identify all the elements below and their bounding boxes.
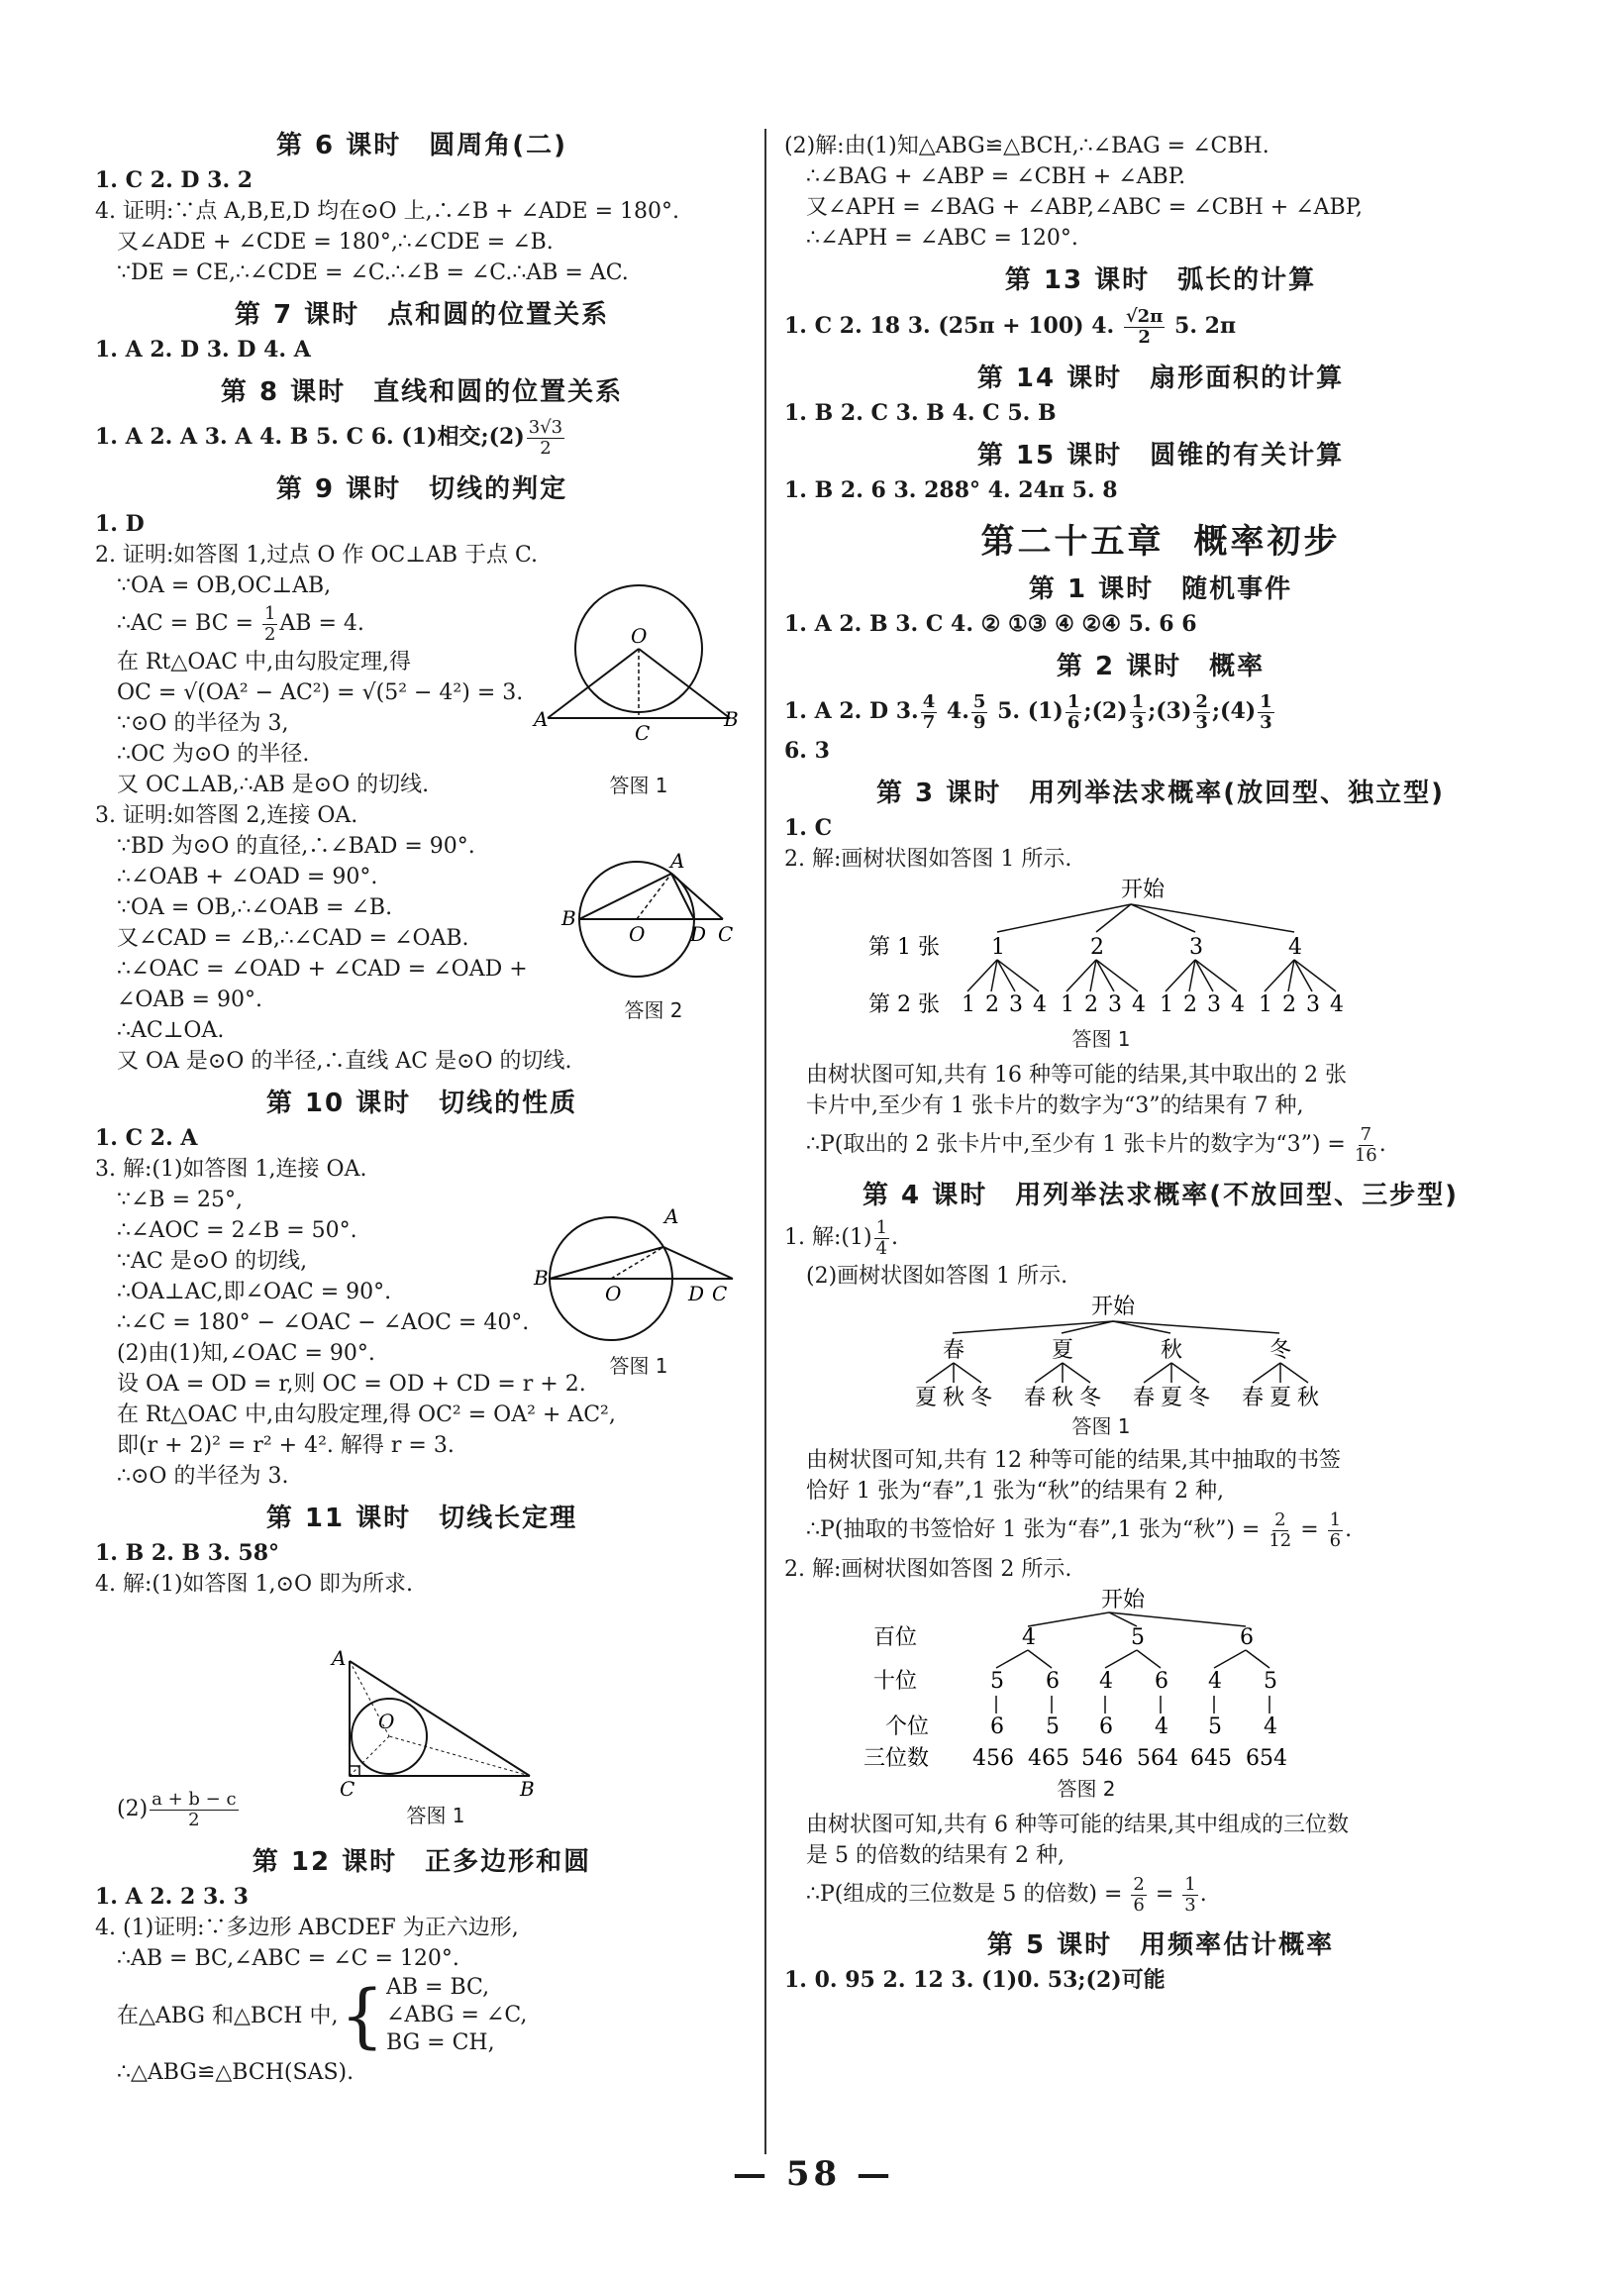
tree-branch <box>1028 1612 1109 1626</box>
answer-line: 1. C 2. A <box>95 1125 198 1151</box>
answer-line: 6. 3 <box>784 738 830 764</box>
answer-line: ∴P(取出的 2 张卡片中,至少有 1 张卡片的数字为“3”) = $\frac{7}{16}$ . <box>806 1123 1386 1166</box>
answer-line: 1. B 2. B 3. 58° <box>95 1540 280 1566</box>
answer-line: ∴OC 为⊙O 的半径. <box>117 742 310 767</box>
tree-branch <box>1096 960 1114 991</box>
figure-lesson11-1: A O C B 答图 1 <box>332 1646 535 1827</box>
fraction: $\frac{1}{2}$ <box>263 602 276 645</box>
answer-line: ∴∠C = 180° − ∠OAC − ∠AOC = 40°. <box>117 1310 530 1335</box>
tree-branch <box>1144 1363 1171 1383</box>
tree-node: 6 <box>1240 1625 1254 1650</box>
answer-line: 卡片中,至少有 1 张卡片的数字为“3”的结果有 7 种, <box>806 1093 1304 1118</box>
answer-line: 又∠ADE + ∠CDE = 180°,∴∠CDE = ∠B. <box>117 230 554 255</box>
answer-line: 又 OC⊥AB,∴AB 是⊙O 的切线. <box>117 773 430 797</box>
answer-line: ∴⊙O 的半径为 3. <box>117 1464 289 1489</box>
fraction: $\frac{3√3}{2}$ <box>528 416 563 459</box>
tree-node: 秋 <box>1297 1386 1320 1410</box>
svg-text:C: C <box>718 922 734 946</box>
section-title-c1: 第 1 课时 随机事件 <box>1028 574 1293 604</box>
brace: { <box>340 1975 384 2056</box>
answer-line: 1. A 2. A 3. A 4. B 5. C 6. (1)相交;(2) $\frac{3√3}{2}$ <box>95 416 563 459</box>
tree-node: 4 <box>1231 992 1245 1017</box>
svg-text:B: B <box>724 707 739 731</box>
answer-line: ∴AB = BC,∠ABC = ∠C = 120°. <box>117 1946 459 1971</box>
answer-line: (2)由(1)知,∠OAC = 90°. <box>117 1341 375 1366</box>
tree-node: 夏 <box>1052 1338 1074 1363</box>
tree-node: 冬 <box>1079 1386 1102 1410</box>
tree-node: 4 <box>1330 992 1344 1017</box>
answer-line: ∴△ABG≌△BCH(SAS). <box>117 2060 355 2085</box>
figure-lesson9-2: A B O D C 答图 2 <box>561 849 734 1022</box>
tree-branch <box>1253 1363 1280 1383</box>
answer-line: ∴AC = BC = $\frac{1}{2}$ AB = 4. <box>117 602 364 645</box>
tree-branch <box>1171 1363 1199 1383</box>
figure-lesson10-1: A B O D C 答图 1 <box>530 1203 748 1379</box>
answer-line: OC = √(OA² − AC²) = √(5² − 4²) = 3. <box>117 680 524 705</box>
svg-text:百位: 百位 <box>873 1625 918 1650</box>
tree-node: 冬 <box>970 1386 993 1410</box>
tree-branch <box>1214 1650 1246 1668</box>
fraction: $\frac{4}{7}$ <box>922 690 936 733</box>
section-title-lesson-13: 第 13 课时 弧长的计算 <box>1004 265 1317 295</box>
svg-text:十位: 十位 <box>873 1669 918 1694</box>
tree-node: 1 <box>1160 992 1173 1017</box>
fraction: $\frac{1}{4}$ <box>875 1216 888 1259</box>
tree-node: 4 <box>1155 1714 1168 1739</box>
figure-lesson9-1: O A C B 答图 1 <box>540 579 738 798</box>
tree-node: 4 <box>1208 1669 1222 1694</box>
answer-line: 1. B 2. 6 3. 288° 4. 24π 5. 8 <box>784 477 1118 503</box>
tree-diagram-c4-2 <box>784 1585 1537 1773</box>
tree-node: 456 <box>972 1746 1014 1771</box>
answer-line: ∴P(抽取的书签恰好 1 张为“春”,1 张为“秋”) = $\frac{2}{12}$ = $\frac{1}{6}$ . <box>806 1508 1353 1551</box>
answer-line: ∴OA⊥AC,即∠OAC = 90°. <box>117 1280 392 1304</box>
answer-line: 1. A 2. D 3. $\frac{4}{7}$ 4. $\frac{5}{9}$ 5. (1) $\frac{1}{6}$ ;(2) $\frac{1}{3}$ ;(3) $\frac{2}{3}$ ;(4) $\frac{1}{3}$ <box>784 690 1272 733</box>
svg-text:A: A <box>664 1204 679 1228</box>
tree-branch <box>1028 1650 1052 1668</box>
tree-branch <box>926 1363 954 1383</box>
answer-line: 1. B 2. C 3. B 4. C 5. B <box>784 400 1057 426</box>
answer-line: 是 5 的倍数的结果有 2 种, <box>806 1843 1065 1868</box>
answer-line: ∵⊙O 的半径为 3, <box>117 711 289 736</box>
tree-branch <box>1063 1363 1090 1383</box>
answer-line: 在△ABG 和△BCH 中, { AB = BC, ∠ABG = ∠C, BG = CH, <box>117 1975 528 2056</box>
tree-branch <box>1035 1363 1063 1383</box>
figure-caption: 答图 2 <box>1057 1777 1116 1801</box>
answer-line: 即(r + 2)² = r² + 4². 解得 r = 3. <box>117 1433 455 1458</box>
fraction: $\frac{1}{3}$ <box>1260 690 1272 733</box>
tree-node: 4 <box>1099 1669 1113 1694</box>
tree-node: 3 <box>1108 992 1122 1017</box>
tree-node: 冬 <box>1188 1386 1211 1410</box>
tree-node: 夏 <box>1269 1386 1292 1410</box>
section-title-c3: 第 3 课时 用列举法求概率(放回型、独立型) <box>876 779 1445 808</box>
svg-text:O: O <box>631 624 648 648</box>
answer-line: (2)画树状图如答图 1 所示. <box>806 1264 1068 1289</box>
svg-text:三位数: 三位数 <box>863 1746 930 1771</box>
answer-line: 在 Rt△OAC 中,由勾股定理,得 <box>117 650 412 675</box>
tree-node: 2 <box>1084 992 1098 1017</box>
answer-line: 恰好 1 张为“春”,1 张为“秋”的结果有 2 种, <box>806 1479 1224 1504</box>
answer-line: ∴∠APH = ∠ABC = 120°. <box>806 226 1078 251</box>
tree-branch <box>1294 960 1336 991</box>
tree-node: 秋 <box>943 1386 965 1410</box>
tree-branch <box>1280 1363 1308 1383</box>
answer-line: 2. 证明:如答图 1,过点 O 作 OC⊥AB 于点 C. <box>95 543 539 568</box>
column-divider <box>764 129 766 2154</box>
tree-node: 4 <box>1264 1714 1277 1739</box>
answer-line: ∵AC 是⊙O 的切线, <box>117 1249 308 1274</box>
chapter-title: 第二十五章 概率初步 <box>980 522 1341 562</box>
tree-node: 4 <box>1132 992 1146 1017</box>
fraction: $\frac{1}{6}$ <box>1066 690 1080 733</box>
tree-diagram-c3 <box>784 875 1537 1023</box>
fraction: $\frac{2}{3}$ <box>1195 690 1208 733</box>
tree-node: 645 <box>1190 1746 1232 1771</box>
svg-text:C: C <box>712 1282 728 1305</box>
answer-line: 由树状图可知,共有 6 种等可能的结果,其中组成的三位数 <box>806 1813 1349 1837</box>
answer-line: 1. C 2. 18 3. (25π + 100) 4. $\frac{√2\pi}{2}$ 5. 2π <box>784 305 1237 348</box>
tree-branch <box>1294 960 1312 991</box>
svg-text:O: O <box>605 1282 622 1305</box>
answer-line: ∵OA = OB,∴∠OAB = ∠B. <box>117 895 393 920</box>
svg-text:第 2 张: 第 2 张 <box>868 992 940 1017</box>
answer-line: 设 OA = OD = r,则 OC = OD + CD = r + 2. <box>117 1372 586 1397</box>
tree-node: 冬 <box>1269 1338 1292 1363</box>
tree-branch <box>1195 960 1213 991</box>
answer-line: ∴∠OAC = ∠OAD + ∠CAD = ∠OAD + <box>117 957 528 982</box>
svg-text:个位: 个位 <box>885 1714 930 1739</box>
figure-caption: 答图 1 <box>1071 1027 1131 1051</box>
section-title-lesson-10: 第 10 课时 切线的性质 <box>265 1089 578 1118</box>
section-title-lesson-9: 第 9 课时 切线的判定 <box>275 474 568 504</box>
tree-node: 2 <box>985 992 999 1017</box>
tree-node: 1 <box>1259 992 1272 1017</box>
tree-node: 1 <box>1061 992 1074 1017</box>
svg-text:B: B <box>520 1777 535 1801</box>
tree-node: 1 <box>991 935 1005 960</box>
section-title-lesson-6: 第 6 课时 圆周角(二) <box>276 131 567 160</box>
fraction: $\frac{1}{6}$ <box>1329 1508 1342 1551</box>
tree-node: 4 <box>1022 1625 1036 1650</box>
tree-node: 5 <box>990 1669 1004 1694</box>
tree-node: 夏 <box>1161 1386 1183 1410</box>
tree-node: 4 <box>1033 992 1047 1017</box>
svg-text:B: B <box>534 1266 549 1290</box>
tree-diagram-c4-1 <box>784 1292 1537 1410</box>
fraction: $\frac{1}{3}$ <box>1184 1873 1196 1916</box>
tree-branch <box>1105 1650 1137 1668</box>
tree-branch <box>997 904 1131 932</box>
tree-node: 2 <box>1183 992 1197 1017</box>
answer-line: 又∠APH = ∠BAG + ∠ABP,∠ABC = ∠CBH + ∠ABP, <box>806 195 1364 220</box>
right-column <box>784 131 1537 1996</box>
tree-branch <box>1195 960 1237 991</box>
answer-line: ∵∠B = 25°, <box>117 1188 244 1212</box>
tree-node: 564 <box>1137 1746 1178 1771</box>
tree-node: 5 <box>1131 1625 1145 1650</box>
section-title-c5: 第 5 课时 用频率估计概率 <box>986 1930 1335 1960</box>
answer-line: ∴P(组成的三位数是 5 的倍数) = $\frac{2}{6}$ = $\frac{1}{3}$ . <box>806 1873 1207 1916</box>
fraction: $\frac{a + b - c}{2}$ <box>152 1788 237 1830</box>
section-title-lesson-8: 第 8 课时 直线和圆的位置关系 <box>220 377 624 407</box>
fraction: $\frac{5}{9}$ <box>972 690 986 733</box>
tree-node: 654 <box>1246 1746 1287 1771</box>
section-title-lesson-14: 第 14 课时 扇形面积的计算 <box>976 364 1345 393</box>
page-number: — 58 — <box>733 2154 894 2194</box>
section-title-lesson-11: 第 11 课时 切线长定理 <box>265 1504 578 1533</box>
answer-line: 4. 解:(1)如答图 1,⊙O 即为所求. <box>95 1572 413 1597</box>
tree-branch <box>997 960 1039 991</box>
tree-node: 6 <box>1046 1669 1060 1694</box>
tree-node: 2 <box>1282 992 1296 1017</box>
answer-line: 由树状图可知,共有 12 种等可能的结果,其中抽取的书签 <box>806 1448 1341 1473</box>
section-title-c2: 第 2 课时 概率 <box>1056 652 1266 681</box>
svg-text:C: C <box>340 1777 355 1801</box>
fraction: $\frac{√2\pi}{2}$ <box>1125 305 1164 348</box>
section-title-lesson-12: 第 12 课时 正多边形和圆 <box>252 1847 592 1877</box>
section-title-lesson-7: 第 7 课时 点和圆的位置关系 <box>234 300 610 330</box>
answer-line: ∠OAB = 90°. <box>117 987 262 1012</box>
fraction: $\frac{2}{6}$ <box>1133 1873 1145 1916</box>
answer-line: 1. C 2. D 3. 2 <box>95 167 254 193</box>
answer-line: 又 OA 是⊙O 的半径,∴直线 AC 是⊙O 的切线. <box>117 1049 572 1074</box>
svg-text:第 1 张: 第 1 张 <box>868 935 940 960</box>
svg-text:C: C <box>635 721 651 745</box>
svg-text:A: A <box>534 707 549 731</box>
tree-node: 546 <box>1081 1746 1123 1771</box>
answer-line: 3. 解:(1)如答图 1,连接 OA. <box>95 1157 367 1182</box>
answer-line: 4. 证明:∵点 A,B,E,D 均在⊙O 上,∴∠B + ∠ADE = 180°. <box>95 199 680 224</box>
answer-line: 1. A 2. 2 3. 3 <box>95 1884 249 1910</box>
tree-node: 春 <box>1024 1386 1047 1410</box>
tree-branch <box>1109 1612 1246 1626</box>
tree-node: 春 <box>1133 1386 1156 1410</box>
tree-node: 2 <box>1090 935 1104 960</box>
tree-node: 5 <box>1046 1714 1060 1739</box>
svg-text:D: D <box>690 922 707 946</box>
answer-line: ∴∠AOC = 2∠B = 50°. <box>117 1218 357 1243</box>
tree-branch <box>1113 1321 1279 1333</box>
answer-line: 2. 解:画树状图如答图 1 所示. <box>784 847 1072 872</box>
tree-branch <box>1096 960 1138 991</box>
svg-text:O: O <box>629 922 646 946</box>
tree-node: 4 <box>1288 935 1302 960</box>
answer-line: 1. 解:(1) $\frac{1}{4}$ . <box>784 1216 899 1259</box>
answer-line: 由树状图可知,共有 16 种等可能的结果,其中取出的 2 张 <box>806 1063 1347 1088</box>
answer-line: (2) $\frac{a + b - c}{2}$ <box>117 1788 237 1830</box>
tree-node: 465 <box>1028 1746 1069 1771</box>
tree-node: 秋 <box>1161 1338 1183 1363</box>
tree-branch <box>1137 1650 1161 1668</box>
svg-text:A: A <box>670 849 685 873</box>
svg-text:开始: 开始 <box>1101 1588 1146 1612</box>
tree-node: 春 <box>943 1338 965 1363</box>
answer-line: 1. 0. 95 2. 12 3. (1)0. 53;(2)可能 <box>784 1967 1166 1993</box>
tree-node: 3 <box>1306 992 1320 1017</box>
tree-node: 春 <box>1242 1386 1265 1410</box>
svg-text:O: O <box>378 1710 395 1733</box>
svg-text:A: A <box>332 1646 347 1670</box>
answer-line: 1. C <box>784 815 833 841</box>
svg-text:B: B <box>561 906 576 930</box>
fraction: $\frac{1}{3}$ <box>1131 690 1145 733</box>
tree-node: 1 <box>962 992 975 1017</box>
tree-branch <box>997 960 1015 991</box>
answer-line: 在 Rt△OAC 中,由勾股定理,得 OC² = OA² + AC², <box>117 1402 616 1427</box>
tree-branch <box>954 1363 981 1383</box>
answer-line: ∴∠BAG + ∠ABP = ∠CBH + ∠ABP. <box>806 164 1186 189</box>
fraction: $\frac{2}{12}$ <box>1269 1508 1292 1551</box>
tree-branch <box>996 1650 1028 1668</box>
section-title-c4: 第 4 课时 用列举法求概率(不放回型、三步型) <box>863 1181 1459 1210</box>
tree-node: 3 <box>1207 992 1221 1017</box>
equation-system: AB = BC, ∠ABG = ∠C, BG = CH, <box>386 1975 528 2055</box>
answer-line: 1. A 2. D 3. D 4. A <box>95 337 311 363</box>
tree-node: 6 <box>990 1714 1004 1739</box>
answer-line: ∵DE = CE,∴∠CDE = ∠C.∴∠B = ∠C.∴AB = AC. <box>117 260 629 285</box>
answer-line: 又∠CAD = ∠B,∴∠CAD = ∠OAB. <box>117 926 469 951</box>
svg-text:开始: 开始 <box>1121 878 1166 902</box>
tree-node: 5 <box>1264 1669 1277 1694</box>
svg-text:D: D <box>688 1282 705 1305</box>
tree-node: 6 <box>1155 1669 1168 1694</box>
tree-branch <box>1131 904 1294 932</box>
answer-line: 3. 证明:如答图 2,连接 OA. <box>95 803 358 828</box>
tree-branch <box>1131 904 1195 932</box>
tree-branch <box>1246 1650 1269 1668</box>
answer-line: 1. D <box>95 511 145 537</box>
tree-node: 3 <box>1189 935 1203 960</box>
tree-node: 3 <box>1009 992 1023 1017</box>
tree-node: 秋 <box>1052 1386 1074 1410</box>
svg-text:开始: 开始 <box>1091 1295 1136 1319</box>
section-title-lesson-15: 第 15 课时 圆锥的有关计算 <box>976 441 1345 470</box>
answer-line: 4. (1)证明:∵多边形 ABCDEF 为正六边形, <box>95 1916 519 1940</box>
tree-node: 夏 <box>915 1386 938 1410</box>
answer-line: ∴AC⊥OA. <box>117 1018 225 1043</box>
tree-node: 6 <box>1099 1714 1113 1739</box>
answer-line: ∴∠OAB + ∠OAD = 90°. <box>117 865 378 889</box>
answer-line: ∵BD 为⊙O 的直径,∴∠BAD = 90°. <box>117 834 475 859</box>
answer-line: ∵OA = OB,OC⊥AB, <box>117 573 332 598</box>
tree-node: 5 <box>1208 1714 1222 1739</box>
answer-line: 2. 解:画树状图如答图 2 所示. <box>784 1557 1072 1582</box>
figure-caption: 答图 1 <box>1071 1414 1131 1438</box>
fraction: $\frac{7}{16}$ <box>1354 1123 1377 1166</box>
answer-line: 1. A 2. B 3. C 4. ② ①③ ④ ②④ 5. 6 6 <box>784 611 1197 637</box>
answer-line: (2)解:由(1)知△ABG≌△BCH,∴∠BAG = ∠CBH. <box>784 134 1269 158</box>
